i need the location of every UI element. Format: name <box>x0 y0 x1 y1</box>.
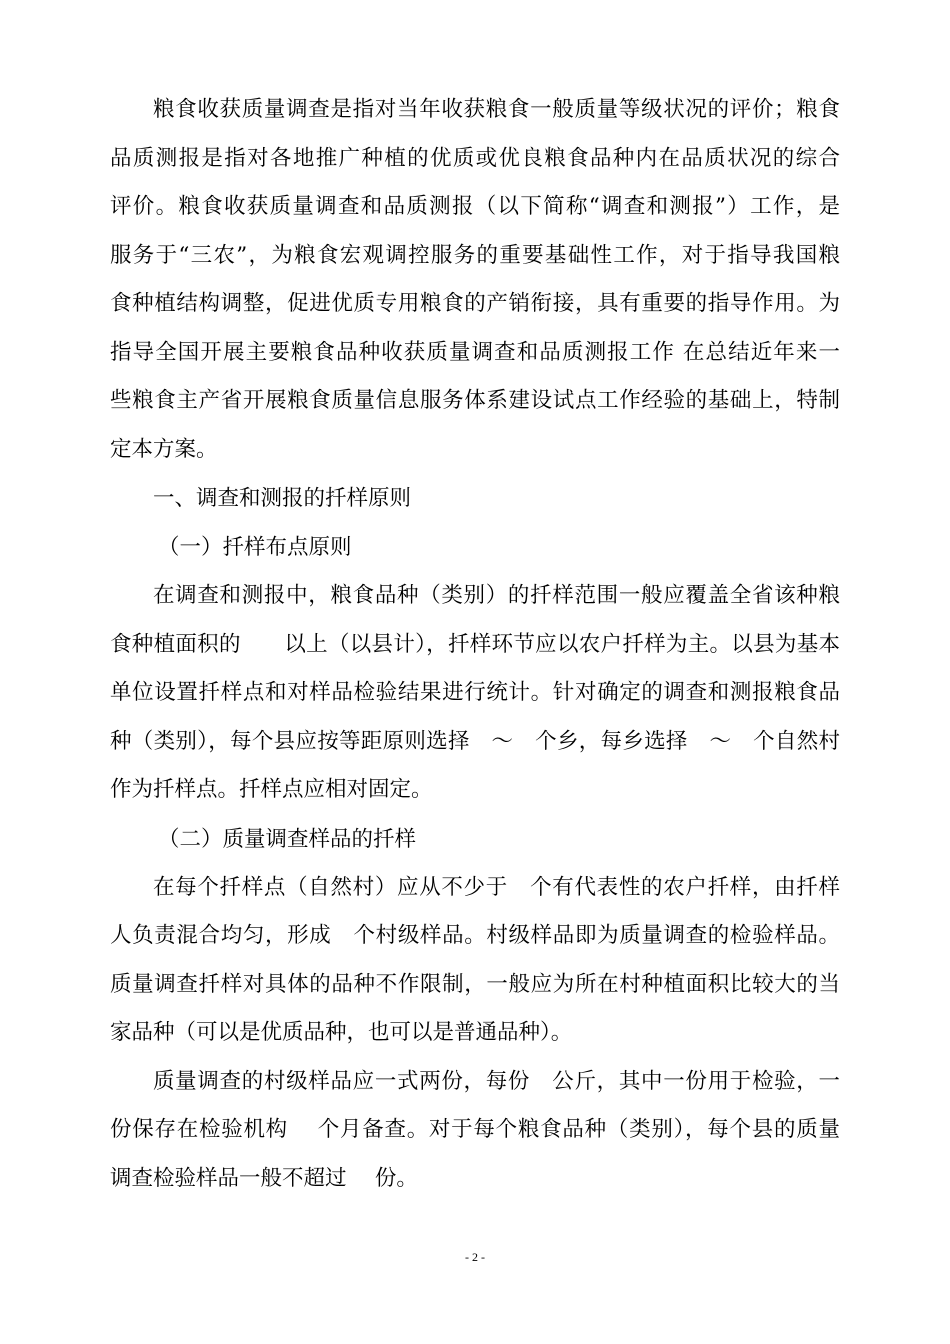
text-line: 家品种（可以是优质品种，也可以是普通品种）。 <box>110 1020 573 1045</box>
text-line: 些粮食主产省开展粮食质量信息服务体系建设试点工作经验的基础上，特制 <box>110 388 840 413</box>
text-line: 定本方案。 <box>110 436 218 462</box>
text-line: 指导全国开展主要粮食品种收获质量调查和品质测报工作 在总结近年来一 <box>110 339 840 365</box>
subsection-heading: （二）质量调查样品的扦样 <box>158 826 417 852</box>
text-line: 食种植结构调整，促进优质专用粮食的产销衔接，具有重要的指导作用。为 <box>110 291 840 316</box>
text-line: 在每个扦样点（自然村）应从不少于 个有代表性的农户扦样，由扦样 <box>153 874 840 900</box>
paragraph-intro <box>110 86 840 474</box>
text-line: 人负责混合均匀，形成 个村级样品。村级样品即为质量调查的检验样品。 <box>110 923 840 948</box>
text-line: 质量调查的村级样品应一式两份，每份 公斤，其中一份用于检验，一 <box>153 1068 840 1094</box>
text-line: 调查检验样品一般不超过 份。 <box>110 1165 418 1191</box>
paragraph-sampling-layout <box>110 572 840 815</box>
text-line: 粮食收获质量调查是指对当年收获粮食一般质量等级状况的评价；粮食 <box>153 97 840 122</box>
text-line: 评价。粮食收获质量调查和品质测报（以下简称“调查和测报”）工作，是 <box>110 194 840 219</box>
text-line: 种（类别），每个县应按等距原则选择 ～ 个乡，每乡选择 ～ 个自然村 <box>110 728 840 754</box>
text-line: 服务于“三农”，为粮食宏观调控服务的重要基础性工作，对于指导我国粮 <box>110 242 840 268</box>
paragraph-quality-sampling <box>110 864 840 1058</box>
paragraph-sample-storage <box>110 1058 840 1204</box>
text-line: 品质测报是指对各地推广种植的优质或优良粮食品种内在品质状况的综合 <box>110 145 840 171</box>
text-line: 食种植面积的 以上（以县计），扦样环节应以农户扦样为主。以县为基本 <box>110 631 840 657</box>
section-heading: 一、调查和测报的扦样原则 <box>153 486 412 511</box>
page-number: - 2 - <box>465 1250 485 1264</box>
document-body <box>110 86 840 1203</box>
text-line: 作为扦样点。扦样点应相对固定。 <box>110 777 433 802</box>
text-line: 份保存在检验机构 个月备查。对于每个粮食品种（类别），每个县的质量 <box>110 1117 840 1142</box>
text-line: 在调查和测报中，粮食品种（类别）的扦样范围一般应覆盖全省该种粮 <box>153 583 840 608</box>
text-line: 质量调查扦样对具体的品种不作限制，一般应为所在村种植面积比较大的当 <box>110 971 840 997</box>
subsection-heading: （一）扦样布点原则 <box>158 535 352 560</box>
text-line: 单位设置扦样点和对样品检验结果进行统计。针对确定的调查和测报粮食品 <box>110 680 840 705</box>
